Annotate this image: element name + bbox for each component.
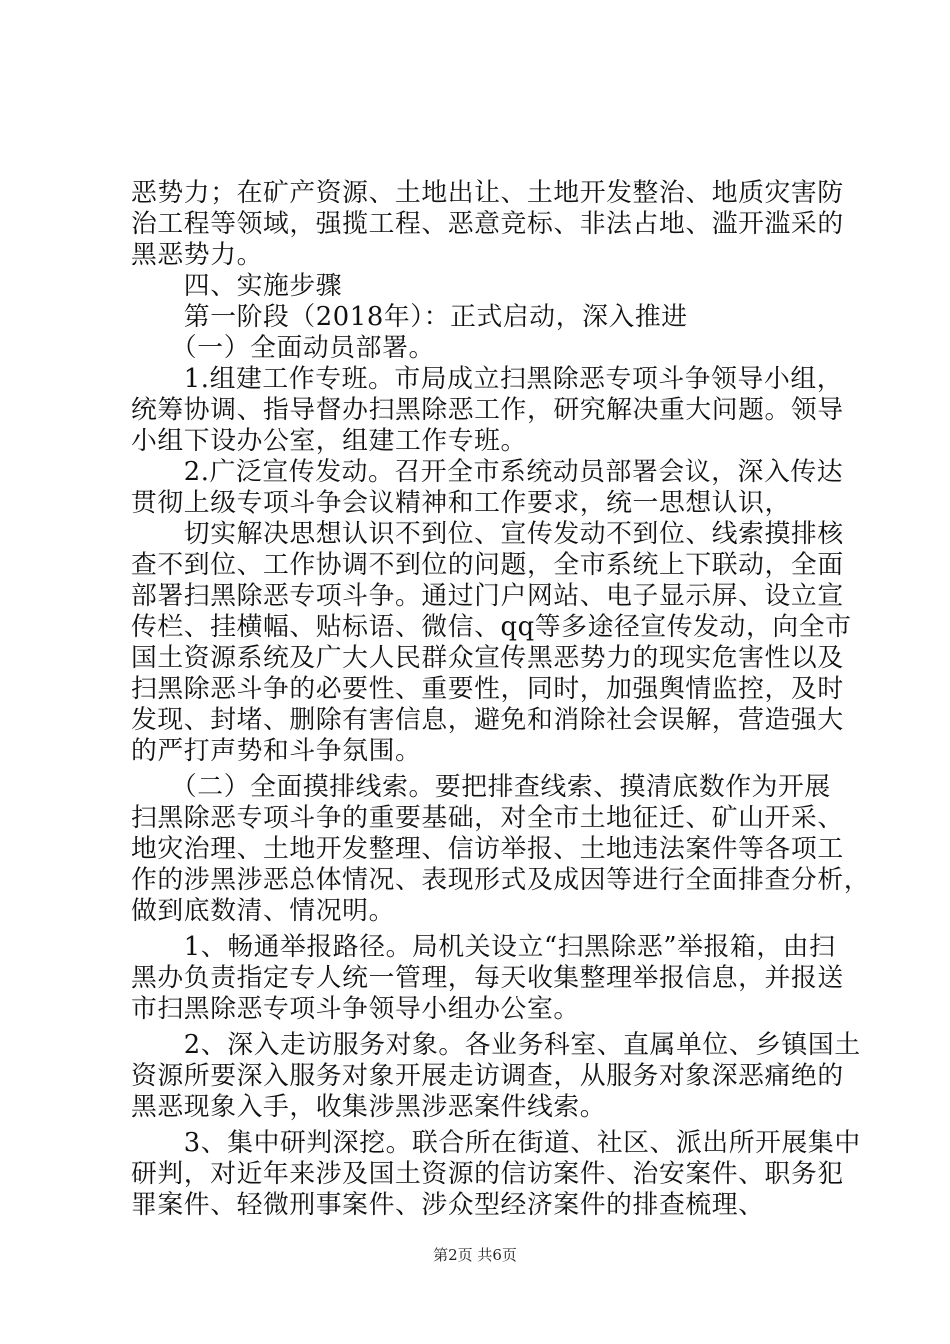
subsection-heading: （一）全面动员部署。 [131,333,435,363]
text-line: 2.广泛宣传发动。召开全市系统动员部署会议，深入传达 [131,457,844,487]
text-line: 恶势力；在矿产资源、土地出让、土地开发整治、地质灾害防 [131,178,844,208]
text-line: 扫黑除恶斗争的必要性、重要性，同时，加强舆情监控，及时 [131,674,844,704]
text-line: 黑恶现象入手，收集涉黑涉恶案件线索。 [131,1092,607,1122]
text-line: 的严打声势和斗争氛围。 [131,736,422,766]
text-line: 作的涉黑涉恶总体情况、表现形式及成因等进行全面排查分析， [131,865,871,895]
text-line: 贯彻上级专项斗争会议精神和工作要求，统一思想认识， [131,488,791,518]
phase-heading: 第一阶段（2018年）：正式启动，深入推进 [131,302,688,332]
text-line: 罪案件、轻微刑事案件、涉众型经济案件的排查梳理、 [131,1190,765,1220]
text-line: 扫黑除恶专项斗争的重要基础，对全市土地征迁、矿山开采、 [131,803,844,833]
text-line: 切实解决思想认识不到位、宣传发动不到位、线索摸排核 [131,519,844,549]
text-line: 3、集中研判深挖。联合所在街道、社区、派出所开展集中 [131,1128,861,1158]
text-line: 查不到位、工作协调不到位的问题，全市系统上下联动，全面 [131,550,844,580]
text-line: 小组下设办公室，组建工作专班。 [131,426,527,456]
text-line: 资源所要深入服务对象开展走访调查，从服务对象深恶痛绝的 [131,1061,844,1091]
text-line: 统筹协调、指导督办扫黑除恶工作，研究解决重大问题。领导 [131,395,844,425]
text-line: 1、畅通举报路径。局机关设立“扫黑除恶”举报箱，由扫 [131,932,836,962]
text-line: 2、深入走访服务对象。各业务科室、直属单位、乡镇国土 [131,1030,861,1060]
text-line: 1.组建工作专班。市局成立扫黑除恶专项斗争领导小组， [131,364,844,394]
text-line: 治工程等领域，强揽工程、恶意竞标、非法占地、滥开滥采的 [131,209,844,239]
text-line: 市扫黑除恶专项斗争领导小组办公室。 [131,994,580,1024]
text-line: 发现、封堵、删除有害信息，避免和消除社会误解，营造强大 [131,705,844,735]
text-line: 地灾治理、土地开发整理、信访举报、土地违法案件等各项工 [131,834,844,864]
document-body [131,178,871,1221]
page-footer: 第2页 共6页 [433,1246,517,1264]
text-line: 黑恶势力。 [131,240,263,270]
text-line: 国土资源系统及广大人民群众宣传黑恶势力的现实危害性以及 [131,643,844,673]
text-line: 研判，对近年来涉及国土资源的信访案件、治安案件、职务犯 [131,1159,844,1189]
subsection-heading: （二）全面摸排线索。要把排查线索、摸清底数作为开展 [131,772,831,802]
text-line: 做到底数清、情况明。 [131,896,395,926]
section-heading: 四、实施步骤 [131,271,343,301]
text-line: 黑办负责指定专人统一管理，每天收集整理举报信息，并报送 [131,963,844,993]
text-line: 传栏、挂横幅、贴标语、微信、qq等多途径宣传发动，向全市 [131,612,852,642]
text-line: 部署扫黑除恶专项斗争。通过门户网站、电子显示屏、设立宣 [131,581,844,611]
